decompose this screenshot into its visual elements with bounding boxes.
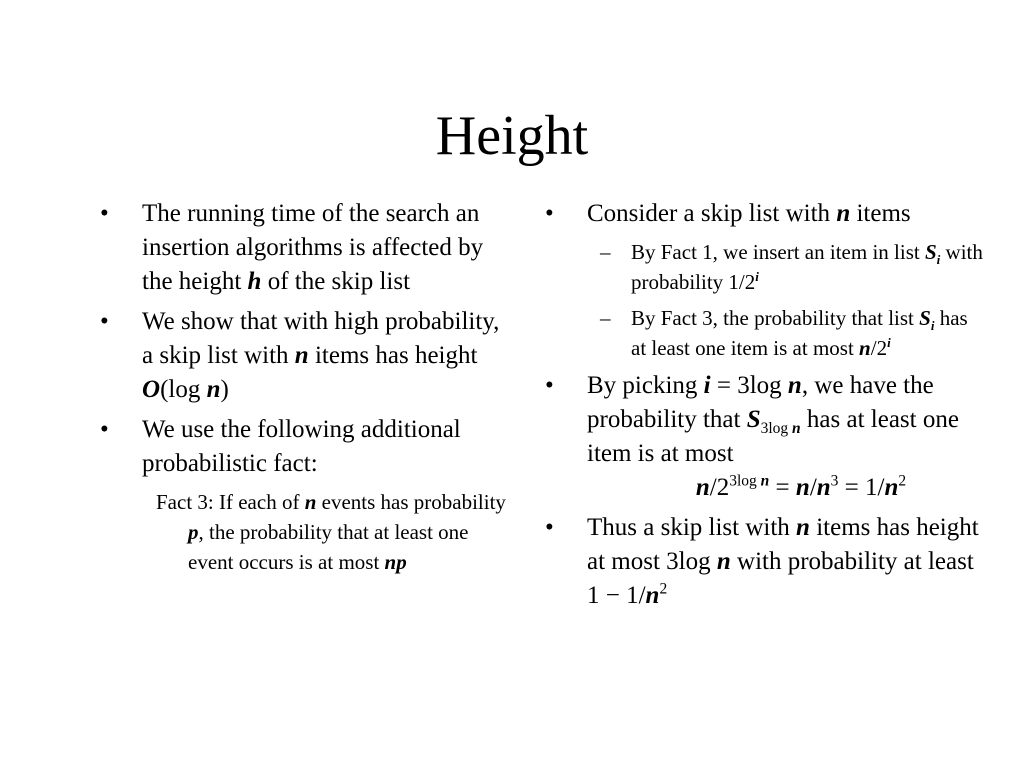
slide-title: Height (435, 105, 589, 167)
probability-equation: $n/2^{3log n} = n/n^3 = 1/n^2$ (695, 472, 907, 501)
right-bullet-picking-i: • By picking i = 3log n, we have the probability that $S_{3log n}$ has at least one item is at most $n/2^{3log n} = n/n^3 = 1/n^2$ (545, 369, 985, 505)
bullet-marker: • (100, 308, 109, 335)
sub-bullet-fact-3: – By Fact 3, the probability that list $S_i$ has at least one item is at most n/2$^i$ (545, 303, 985, 363)
bullet-marker: • (545, 514, 554, 541)
dash-marker: – (600, 306, 611, 330)
fact-3-statement: Fact 3: If each of n events has probability p, the probability that at least one event occurs is at most np (156, 490, 506, 574)
left-bullet-high-probability: • We show that with high probability, a skip list with n items has height O(log n) (100, 305, 512, 407)
left-bullet-running-time: • The running time of the search an insertion algorithms is affected by the height h of the skip list (100, 197, 512, 299)
bullet-marker: • (100, 416, 109, 443)
sub-bullet-fact-1: – By Fact 1, we insert an item in list $S_i$ with probability 1/2$^i$ (545, 237, 985, 297)
right-column (545, 197, 985, 619)
left-bullet-additional-fact: • We use the following additional probabilistic fact: (100, 413, 512, 481)
right-bullet-consider: • Consider a skip list with n items (545, 197, 985, 231)
dash-marker: – (600, 240, 611, 264)
left-column (100, 197, 512, 577)
bullet-marker: • (100, 200, 109, 227)
bullet-marker: • (545, 372, 554, 399)
right-bullet-conclusion: • Thus a skip list with n items has height at most 3log n with probability at least $1 - 1/n^2$ (545, 511, 985, 613)
bullet-marker: • (545, 200, 554, 227)
var-h: h (247, 268, 262, 295)
